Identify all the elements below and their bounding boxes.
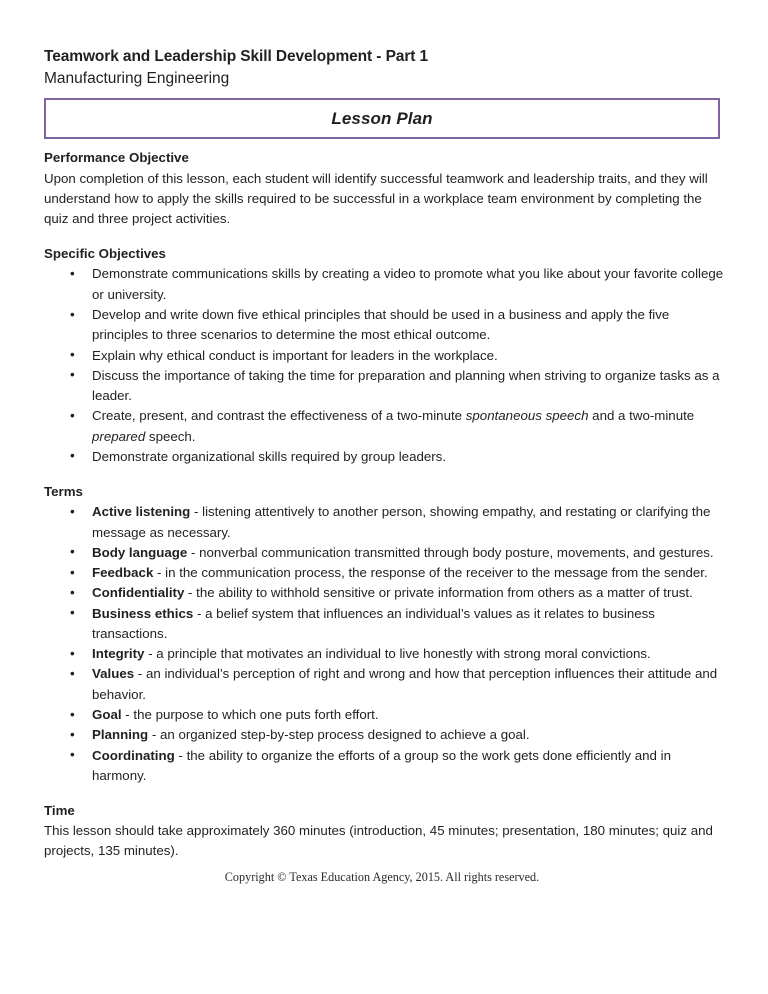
time-heading: Time <box>44 803 75 819</box>
performance-objective-heading: Performance Objective <box>44 150 189 166</box>
term-item <box>44 583 724 603</box>
term-item <box>44 563 724 583</box>
objective-text: Create, present, and contrast the effectiveness of a two-minute <box>92 408 466 424</box>
term-definition: an organized step-by-step process designed to achieve a goal. <box>159 727 530 743</box>
term-name: Feedback <box>92 565 154 581</box>
term-separator: - <box>174 747 187 763</box>
term-name: Goal <box>92 707 122 722</box>
term-separator: - <box>184 585 197 601</box>
term-separator: - <box>187 544 200 560</box>
specific-objective-item <box>44 447 724 467</box>
section-terms <box>44 482 724 786</box>
objective-text: speech. <box>145 428 196 444</box>
term-item <box>44 543 724 563</box>
page-title: Teamwork and Leadership Skill Development - Part 1 <box>44 48 429 65</box>
term-item <box>44 502 724 543</box>
specific-objective-item <box>44 366 724 407</box>
terms-list <box>44 502 724 786</box>
objective-text: Explain why ethical conduct is important for leaders in the workplace. <box>92 347 498 363</box>
time-body: This lesson should take approximately 360 minutes (introduction, 45 minutes; presentation, 180 minutes; quiz and projects, 135 minutes). <box>44 823 713 859</box>
term-separator: - <box>121 707 134 722</box>
term-name: Values <box>92 666 135 682</box>
term-item <box>44 604 724 645</box>
specific-objective-item <box>44 264 724 305</box>
specific-objective-item <box>44 406 724 447</box>
term-definition: an individual’s perception of right and wrong and how that perception influences their attitude and behavior. <box>92 666 718 702</box>
term-name: Business ethics <box>92 605 194 621</box>
page-subtitle: Manufacturing Engineering <box>44 70 230 87</box>
section-time <box>44 801 724 862</box>
objective-text: Discuss the importance of taking the time for preparation and planning when striving to organize tasks as a leader. <box>92 367 720 404</box>
term-name: Body language <box>92 544 188 560</box>
term-item <box>44 644 724 664</box>
lesson-plan-banner-label: Lesson Plan <box>331 109 433 129</box>
objective-text: Develop and write down five ethical principles that should be used in a business and apply the five principles to three scenarios to determine the most ethical outcome. <box>92 307 670 343</box>
term-definition: nonverbal communication transmitted through body posture, movements, and gestures. <box>199 544 714 560</box>
objective-text: and a two-minute <box>588 408 695 424</box>
objective-text: Demonstrate organizational skills required by group leaders. <box>92 448 447 464</box>
term-name: Planning <box>92 727 149 743</box>
term-item <box>44 725 724 745</box>
term-separator: - <box>144 646 157 662</box>
term-name: Confidentiality <box>92 585 185 601</box>
term-separator: - <box>148 727 160 743</box>
specific-objectives-list <box>44 264 724 467</box>
copyright-footer: Copyright © Texas Education Agency, 2015. All rights reserved. <box>224 869 540 884</box>
term-separator: - <box>153 565 166 581</box>
term-item <box>44 664 724 705</box>
term-name: Integrity <box>92 646 145 662</box>
objective-text: Demonstrate communications skills by creating a video to promote what you like about your favorite college or university. <box>92 266 724 302</box>
term-item <box>44 705 724 725</box>
performance-objective-body: Upon completion of this lesson, each student will identify successful teamwork and leadership traits, and they will understand how to apply the skills required to be successful in a workplace team environment by completing the quiz and three project activities. <box>44 170 708 227</box>
emphasis-text: prepared <box>92 428 146 444</box>
term-definition: in the communication process, the response of the receiver to the message from the sender. <box>165 565 708 581</box>
specific-objectives-heading: Specific Objectives <box>44 246 166 262</box>
term-definition: the ability to withhold sensitive or private information from others as a matter of trust. <box>196 585 693 601</box>
term-separator: - <box>190 504 203 520</box>
term-definition: the ability to organize the efforts of a group so the work gets done efficiently and in harmony. <box>92 747 671 783</box>
term-separator: - <box>193 605 206 621</box>
term-definition: a belief system that influences an individual’s values as it relates to business transactions. <box>92 605 655 641</box>
term-item <box>44 746 724 787</box>
term-definition: listening attentively to another person, showing empathy, and restating or clarifying the message as necessary. <box>92 504 711 540</box>
term-name: Active listening <box>92 504 191 520</box>
lesson-plan-banner <box>44 98 720 139</box>
section-performance-objective <box>44 148 724 229</box>
specific-objective-item <box>44 346 724 366</box>
specific-objective-item <box>44 305 724 346</box>
term-name: Coordinating <box>92 747 175 763</box>
emphasis-text: spontaneous speech <box>465 408 589 424</box>
term-separator: - <box>134 666 146 682</box>
term-definition: a principle that motivates an individual to live honestly with strong moral convictions. <box>156 646 651 662</box>
term-definition: the purpose to which one puts forth effort. <box>133 707 379 722</box>
terms-heading: Terms <box>44 484 83 500</box>
section-specific-objectives <box>44 244 724 467</box>
